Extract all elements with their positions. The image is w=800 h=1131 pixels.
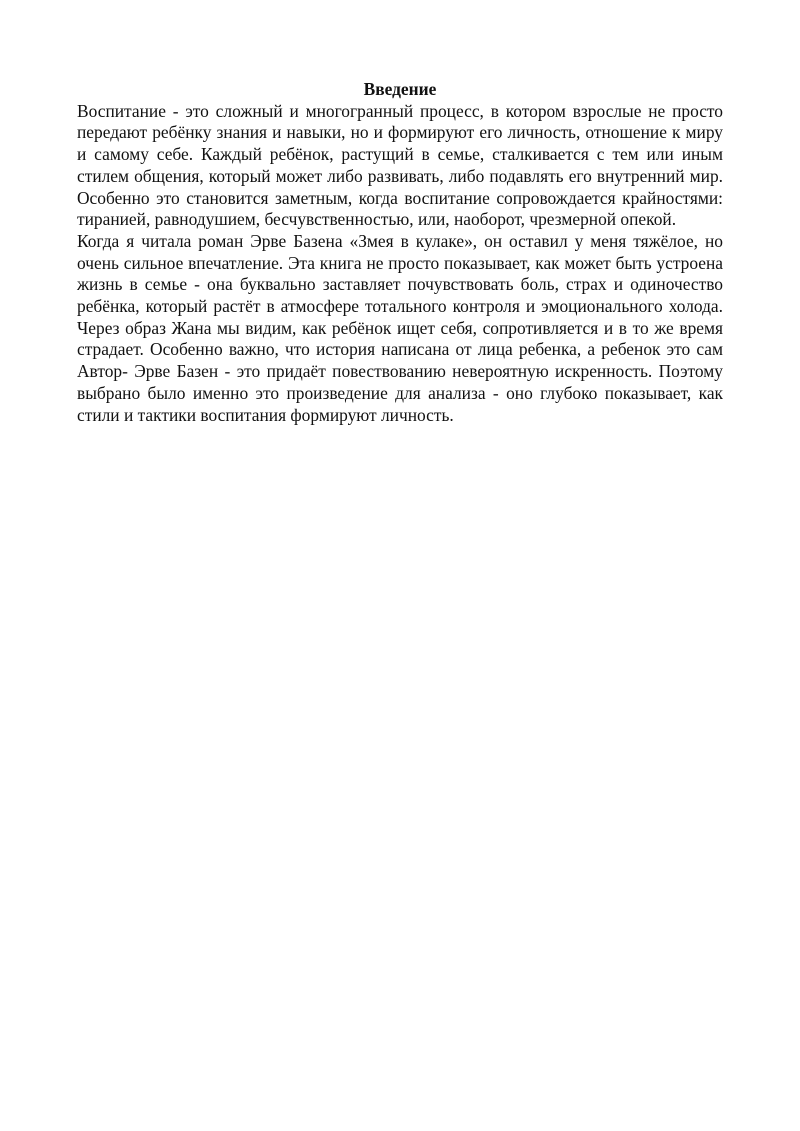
paragraph-novel: Когда я читала роман Эрве Базена «Змея в кулаке», он оставил у меня тяжёлое, но очень сильное впечатление. Эта книга не просто показывает, как может быть устроена жизнь в семье - она буквально заставляет почувствовать боль, страх и одиночество ребёнка, который растёт в атмосфере тотального контроля и эмоционального холода. Через образ Жана мы видим, как ребёнок ищет себя, сопротивляется и в то же время страдает. Особенно важно, что история написана от лица ребенка, а ребенок это сам Автор- Эрве Базен - это придаёт повествованию невероятную искренность. Поэтому выбрано было именно это произведение для анализа - оно глубоко показывает, как стили и тактики воспитания формируют личность. <box>77 230 723 425</box>
paragraph-intro: Воспитание - это сложный и многогранный процесс, в котором взрослые не просто передают ребёнку знания и навыки, но и формируют его личность, отношение к миру и самому себе. Каждый ребёнок, растущий в семье, сталкивается с тем или иным стилем общения, который может либо развивать, либо подавлять его внутренний мир. Особенно это становится заметным, когда воспитание сопровождается крайностями: тиранией, равнодушием, бесчувственностью, или, наоборот, чрезмерной опекой. <box>77 100 723 230</box>
section-title: Введение <box>363 79 437 99</box>
document-body <box>77 79 723 426</box>
